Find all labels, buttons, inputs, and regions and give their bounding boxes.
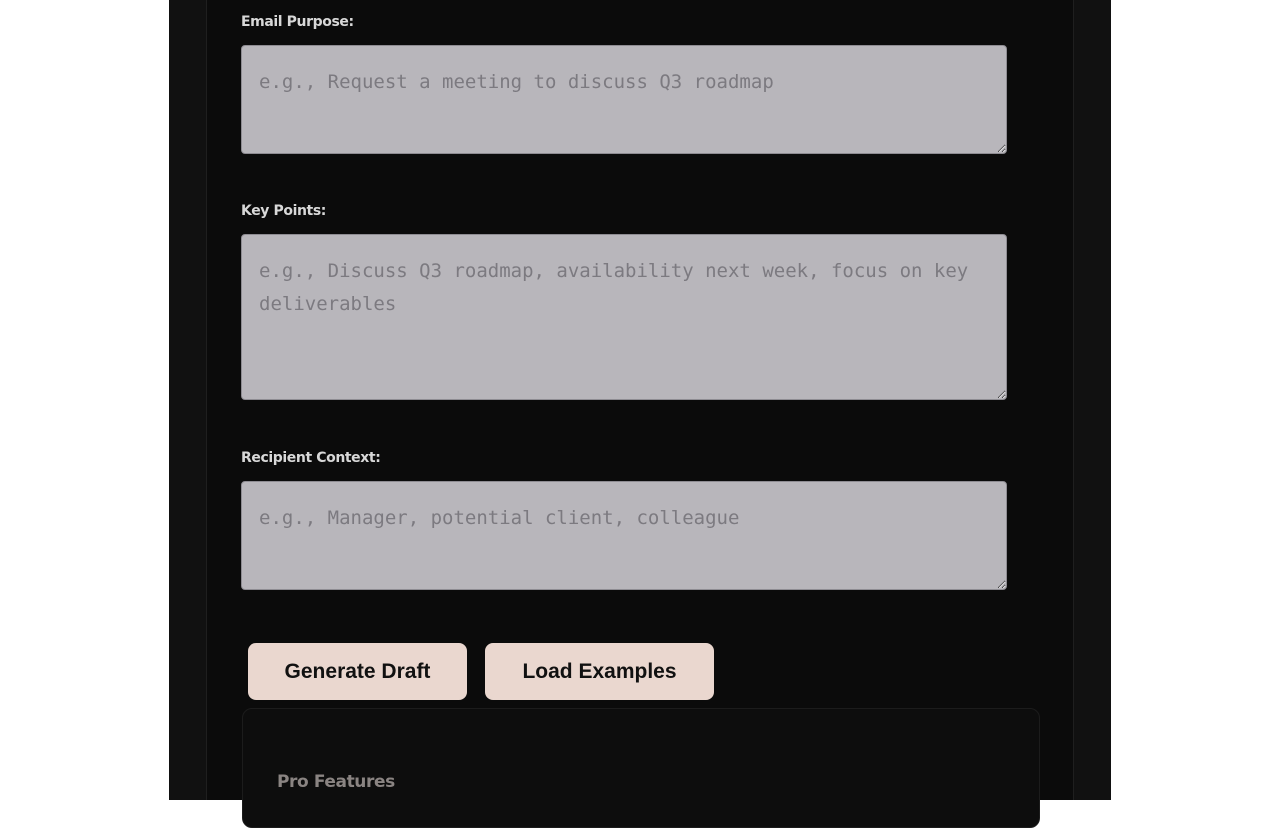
pro-features-card [242, 708, 1040, 828]
key-points-input[interactable] [241, 234, 1007, 400]
email-purpose-input[interactable] [241, 45, 1007, 154]
key-points-label: Key Points: [241, 203, 326, 219]
pro-features-title: Pro Features [277, 772, 395, 792]
recipient-context-label: Recipient Context: [241, 450, 381, 466]
generate-draft-button[interactable]: Generate Draft [248, 643, 467, 700]
load-examples-button[interactable]: Load Examples [485, 643, 714, 700]
email-purpose-label: Email Purpose: [241, 14, 354, 30]
recipient-context-input[interactable] [241, 481, 1007, 590]
